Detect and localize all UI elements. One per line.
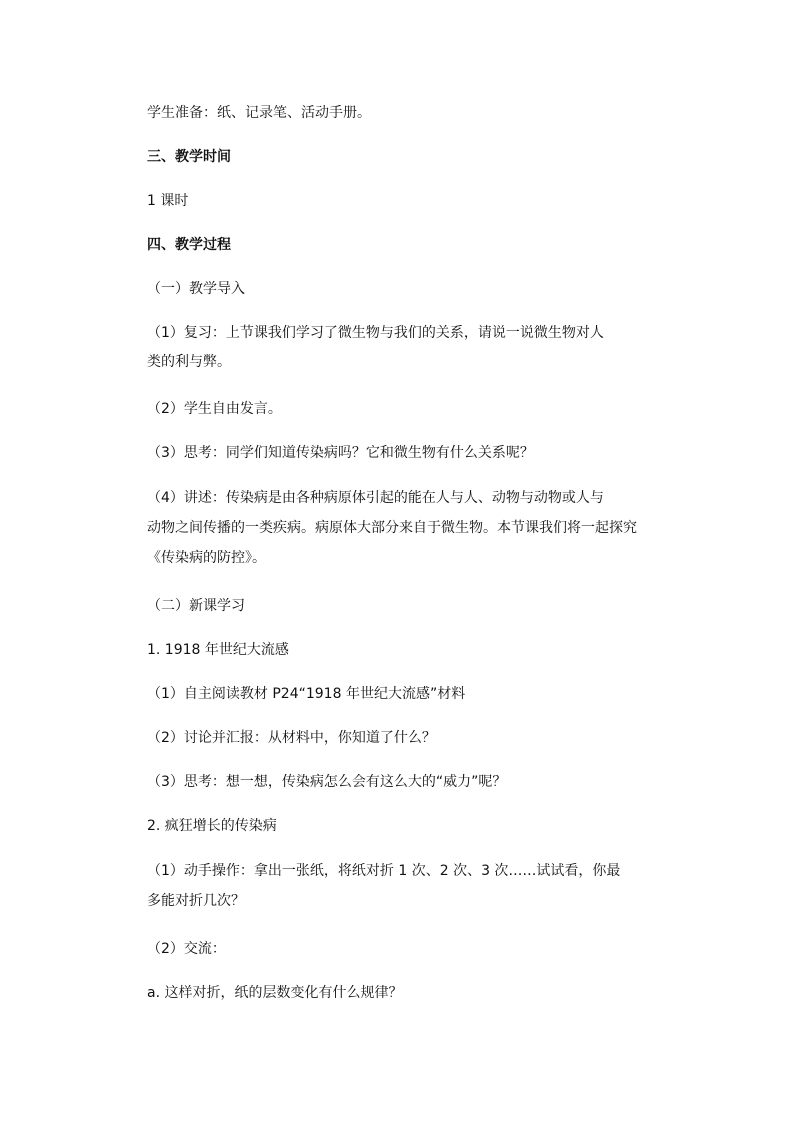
section-heading-teaching-time: 三、教学时间 xyxy=(147,149,231,165)
subsection-heading-introduction: （一）教学导入 xyxy=(147,281,245,297)
paragraph-explain-line-1: （4）讲述：传染病是由各种病原体引起的能在人与人、动物与动物或人与 xyxy=(147,490,604,506)
paragraph-discuss-report: （2）讨论并汇报：从材料中，你知道了什么？ xyxy=(147,730,436,746)
topic-heading-1918-flu: 1. 1918 年世纪大流感 xyxy=(147,642,289,658)
paragraph-review-line-2: 类的利与弊。 xyxy=(147,354,231,370)
paragraph-self-reading: （1）自主阅读教材 P24“1918 年世纪大流感”材料 xyxy=(147,686,466,702)
topic-heading-crazy-growth: 2. 疯狂增长的传染病 xyxy=(147,818,277,834)
paragraph-review-line-1: （1）复习：上节课我们学习了微生物与我们的关系，请说一说微生物对人 xyxy=(147,325,604,341)
paragraph-hands-on-line-1: （1）动手操作：拿出一张纸，将纸对折 1 次、2 次、3 次……试试看，你最 xyxy=(147,863,621,879)
paragraph-think-power: （3）思考：想一想，传染病怎么会有这么大的“威力”呢？ xyxy=(147,774,507,790)
paragraph-free-speech: （2）学生自由发言。 xyxy=(147,401,282,417)
paragraph-explain-line-2: 动物之间传播的一类疾病。病原体大部分来自于微生物。本节课我们将一起探究 xyxy=(147,520,637,536)
paragraph-explain-line-3: 《传染病的防控》。 xyxy=(147,550,266,566)
subsection-heading-new-lesson: （二）新课学习 xyxy=(147,598,245,614)
student-preparation: 学生准备：纸、记录笔、活动手册。 xyxy=(147,105,371,121)
paragraph-think: （3）思考：同学们知道传染病吗？它和微生物有什么关系呢？ xyxy=(147,445,534,461)
section-heading-teaching-process: 四、教学过程 xyxy=(147,237,231,253)
paragraph-exchange: （2）交流： xyxy=(147,941,226,957)
paragraph-hands-on-line-2: 多能对折几次？ xyxy=(147,893,245,909)
lesson-duration: 1 课时 xyxy=(147,193,189,209)
question-a: a. 这样对折，纸的层数变化有什么规律？ xyxy=(147,985,403,1001)
